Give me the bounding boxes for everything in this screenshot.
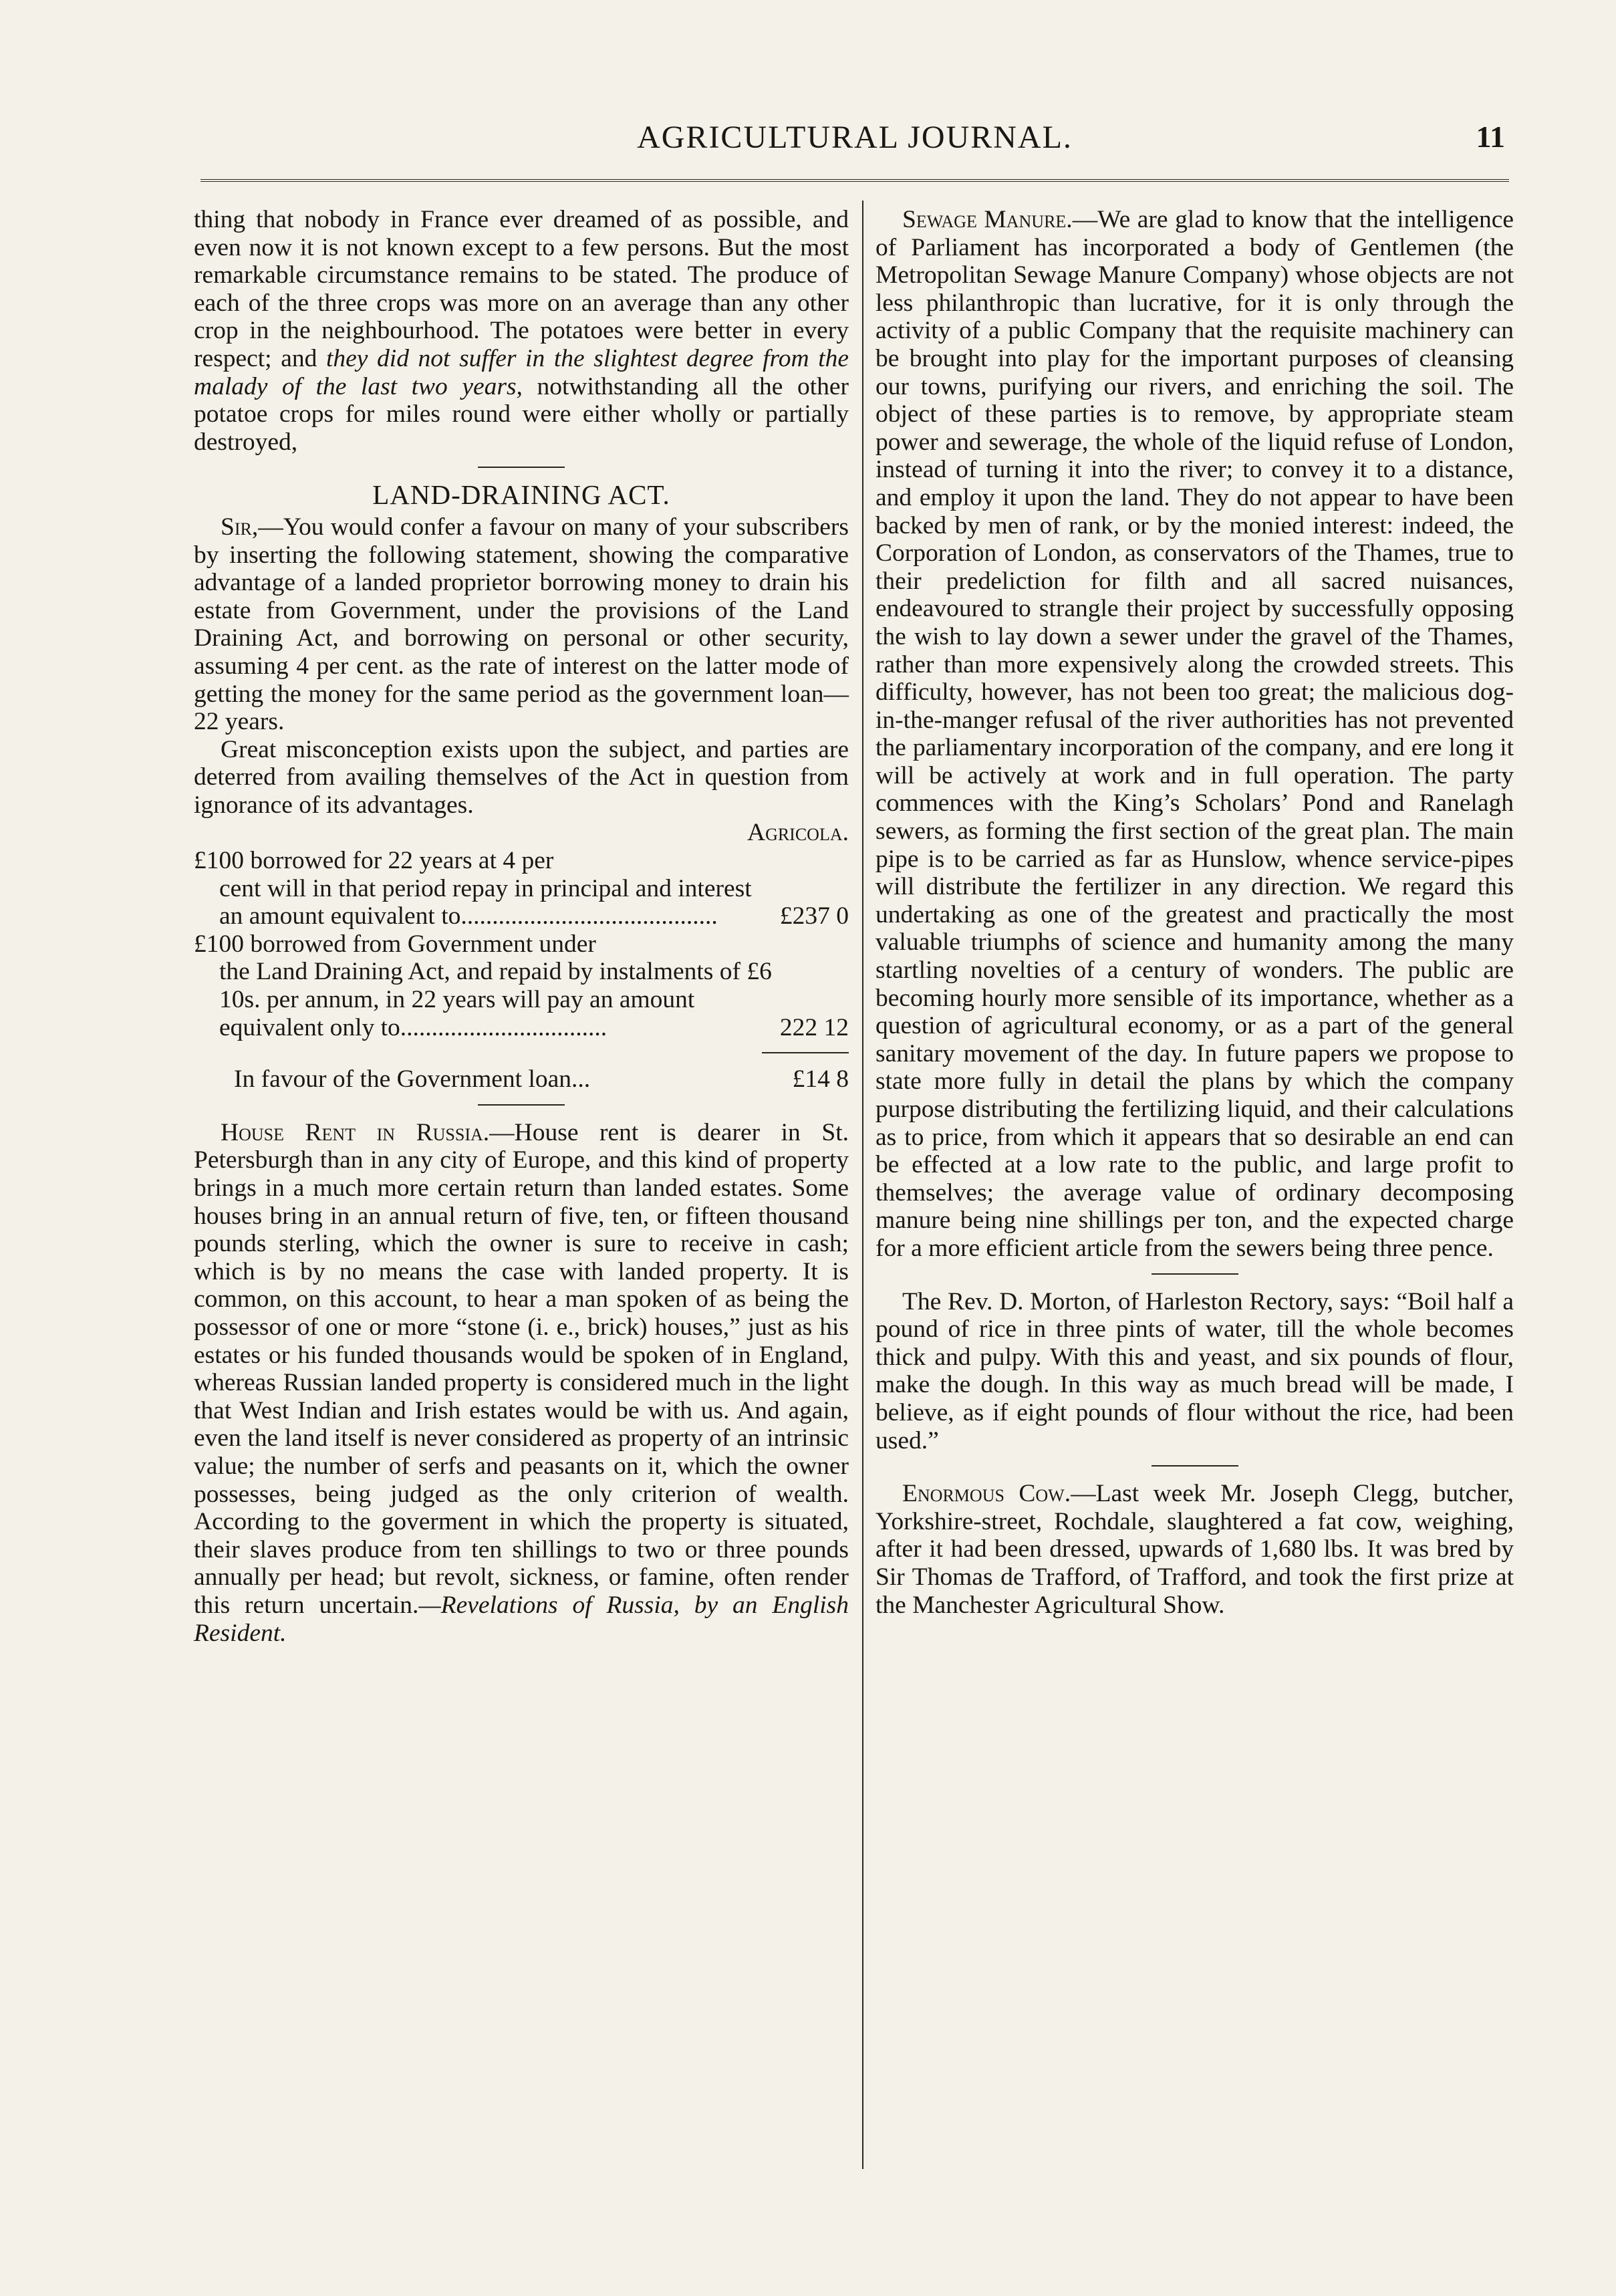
header-rule — [200, 179, 1509, 182]
letter-signature: Agricola. — [747, 819, 849, 847]
calculation-private-loan: £100 borrowed for 22 years at 4 per cent will in that period repay in principal and interest an amount equivalent to......................................... £237 0 — [194, 847, 849, 930]
section-rule — [478, 1104, 565, 1106]
page-number: 11 — [1476, 120, 1505, 154]
house-rent-article: House Rent in Russia.—House rent is dearer in St. Petersburgh than in any city of Europe, and this kind of property brings in a much more certain return than landed estates. Some houses bring in an annual return of five, ten, or fifteen thousand pounds sterling, which the owner is sure to receive in cash; which is by no means the case with landed property. It is common, on this account, to hear a man spoken of as being the possessor of one or more “stone (i. e., brick) houses,” just as his estates or his funded thousands would be spoken of in England, whereas Russian landed property is considered much in the light that West Indian and Irish estates would be with us. And again, even the land itself is never considered as property of an intrinsic value; the number of serfs and peasants on it, which the owner possesses, being judged as the only criterion of wealth. According to the goverment in which the property is situated, their slaves produce from ten shillings to two or three pounds annually per head; but revolt, sickness, or famine, often render this return uncertain.—Revelations of Russia, by an English Resident. — [194, 1118, 849, 1647]
land-draining-letter: Sir,—You would confer a favour on many of your subscribers by inserting the following statement, showing the comparative advantage of a landed proprietor borrowing money to drain his estate from Government, under the provisions of the Land Draining Act, and borrowing on personal or other security, assuming 4 per cent. as the rate of interest on the latter mode of getting the money for the same period as the government loan—22 years. — [194, 513, 849, 736]
land-draining-heading: LAND-DRAINING ACT. — [372, 479, 670, 511]
section-rule — [1152, 1465, 1238, 1466]
right-column — [876, 206, 1514, 1619]
running-header — [200, 119, 1509, 168]
land-draining-paragraph: Great misconception exists upon the subject, and parties are deterred from availing themselves of the Act in question from ignorance of its advantages. Agricola. — [194, 735, 849, 847]
sewage-manure-article: Sewage Manure.—We are glad to know that the intelligence of Parliament has incorporated a body of Gentlemen (the Metropolitan Sewage Manure Company) whose objects are not less philanthropic than lucrative, for it is only through the activity of a public Company that the requisite machinery can be brought into play for the important purposes of cleansing our towns, purifying our rivers, and enriching the soil. The object of these parties is to remove, by appropriate steam power and sewerage, the whole of the liquid refuse of London, instead of turning it into the river; to convey it to a distance, and employ it upon the land. They do not appear to have been backed by men of rank, or by the monied interest: indeed, the Corporation of London, as conservators of the Thames, true to their predeliction for filth and all sacred nuisances, endeavoured to strangle their project by successfully opposing the wish to lay down a sewer under the gravel of the Thames, rather than more expensively along the crowded streets. This difficulty, however, has not been too great; the malicious dog-in-the-manger refusal of the river authorities has not prevented the parliamentary incorporation of the company, and ere long it will be actively at work and in full operation. The party commences with the King’s Scholars’ Pond and Ranelagh sewers, as forming the first section of the great plan. The main pipe is to be carried as far as Hunslow, whence service-pipes will distribute the fertilizer in any direction. We regard this undertaking as one of the greatest and practically the most valuable triumphs of science and humanity among the many startling novelties of a century of wonders. The public are becoming hourly more sensible of its importance, whether as a question of agricultural economy, or as a part of the general sanitary movement of the day. In future papers we propose to state more fully in detail the plans by which the company purpose distributing the fertilizing liquid, and their calculations as to price, from which it appears that so desirable an end can be effected at a low rate to the public, and large profit to themselves; the average value of ordinary decomposing manure being nine shillings per ton, and the expected charge for a more efficient article from the sewers being three pence. — [876, 206, 1514, 1262]
calculation-government-loan: £100 borrowed from Government under the Land Draining Act, and repaid by instalments of £6 10s. per annum, in 22 years will pay an amount equivalent only to................................. 222 12 — [194, 930, 849, 1041]
enormous-cow-article: Enormous Cow.—Last week Mr. Joseph Clegg, butcher, Yorkshire-street, Rochdale, slaughtered a fat cow, weighing, after it had been dressed, upwards of 1,680 lbs. It was bred by Sir Thomas de Trafford, of Trafford, and took the first prize at the Manchester Agricultural Show. — [876, 1480, 1514, 1619]
section-rule — [478, 467, 565, 468]
journal-title: AGRICULTURAL JOURNAL. — [637, 120, 1073, 155]
potato-article-conclusion: thing that nobody in France ever dreamed of as possible, and even now it is not known except to a few persons. But the most remarkable circumstance remains to be stated. The produce of each of the three crops was more on an average than any other crop in the neighbourhood. The potatoes were better in every respect; and they did not suffer in the slightest degree from the malady of the last two years, notwithstanding all the other potatoe crops for miles round were either wholly or partially destroyed, — [194, 206, 849, 456]
calculation-total: In favour of the Government loan... £14 8 — [234, 1065, 849, 1094]
rice-bread-article: The Rev. D. Morton, of Harleston Rectory, says: “Boil half a pound of rice in three pints of water, till the whole becomes thick and pulpy. With this and yeast, and six pounds of flour, make the dough. In this way as much bread will be made, I believe, as if eight pounds of flour without the rice, had been used.” — [876, 1287, 1514, 1454]
left-column — [194, 206, 849, 1647]
column-divider — [862, 201, 863, 2169]
total-rule — [762, 1052, 849, 1053]
calculation-amount: 222 12 — [779, 1013, 849, 1041]
section-rule — [1152, 1273, 1238, 1275]
calculation-amount: £237 0 — [779, 902, 849, 930]
